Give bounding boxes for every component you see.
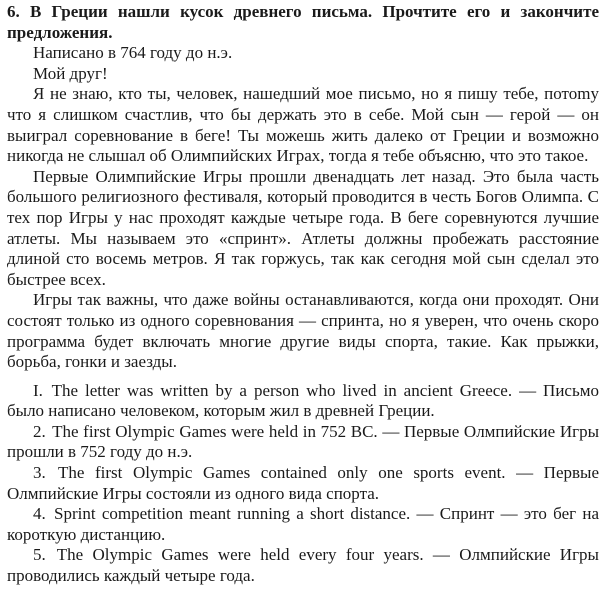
statement-item [7, 504, 599, 545]
statement-number: 4. [33, 504, 46, 524]
statement-text: The letter was written by a person who lived in ancient Greece. — Письмо было написано человеком, которым жил в древней Греции. [7, 380, 599, 421]
statement-text: The first Olympic Games were held in 752 BC. — Первые Олмпийские Игры прошли в 752 году до н.э. [7, 421, 599, 462]
statement-text: The Olympic Games were held every four years. — Олмпийские Игры проводились каждый четыре года. [7, 545, 599, 586]
statement-item [7, 463, 599, 504]
letter-paragraph: Я не знаю, кто ты, человек, нашедший мое письмо, но я пишу тебе, потоmy что я слишком счастлив, что бы держать это в себе. Мой сын — герой — он выиграл соревнование в беге! Ты можешь жить далеко от Греции и возможно никогда не слышал об Олимпийских Играх, тогда я тебе объясню, что это такое. [7, 84, 599, 166]
letter-paragraph: Игры так важны, что даже войны останавливаются, когда они проходят. Они состоят только из одного соревнования — спринта, но я уверен, что очень скоро программа будет включать многие другие виды спорта, такие. Как прыжки, борьба, гонки и заезды. [7, 290, 599, 372]
statement-text: The first Olympic Games contained only one sports event. — Первые Олмпийские Игры состояли из одного вида спорта. [7, 463, 599, 503]
section-gap [7, 373, 599, 381]
statement-text: Sprint competition meant running a short distance. — Спринт — это бег на короткую дистанцию. [7, 504, 599, 544]
statement-item [7, 545, 599, 586]
statement-number: 5. [33, 545, 46, 565]
statement-number: 3. [33, 463, 46, 483]
letter-date-line: Написано в 764 году до н.э. [33, 43, 233, 63]
statement-item [7, 381, 599, 422]
letter-greeting: Мой друг! [33, 63, 108, 83]
exercise-heading [7, 2, 599, 43]
statement-number: 2. [33, 421, 46, 441]
document-page [7, 2, 599, 587]
statement-number: I. [33, 380, 43, 400]
exercise-number: 6. [7, 2, 20, 21]
exercise-title: В Греции нашли кусок древнего письма. Прочтите его и закончите предложения. [7, 2, 599, 42]
letter-paragraph: Первые Олимпийские Игры прошли двенадцать лет назад. Это была часть большого религиозного фестиваля, который проводится в честь Богов Олимпа. С тех пор Игры у нас проходят каждые четыре года. В беге соревнуются лучшие атлеты. Мы называем это «спринт». Атлеты должны пробежать расстояние длиной сто восемь метров. Я так горжусь, так как сегодня мой сын сделал это быстрее всех. [7, 166, 599, 289]
statement-item [7, 422, 599, 463]
